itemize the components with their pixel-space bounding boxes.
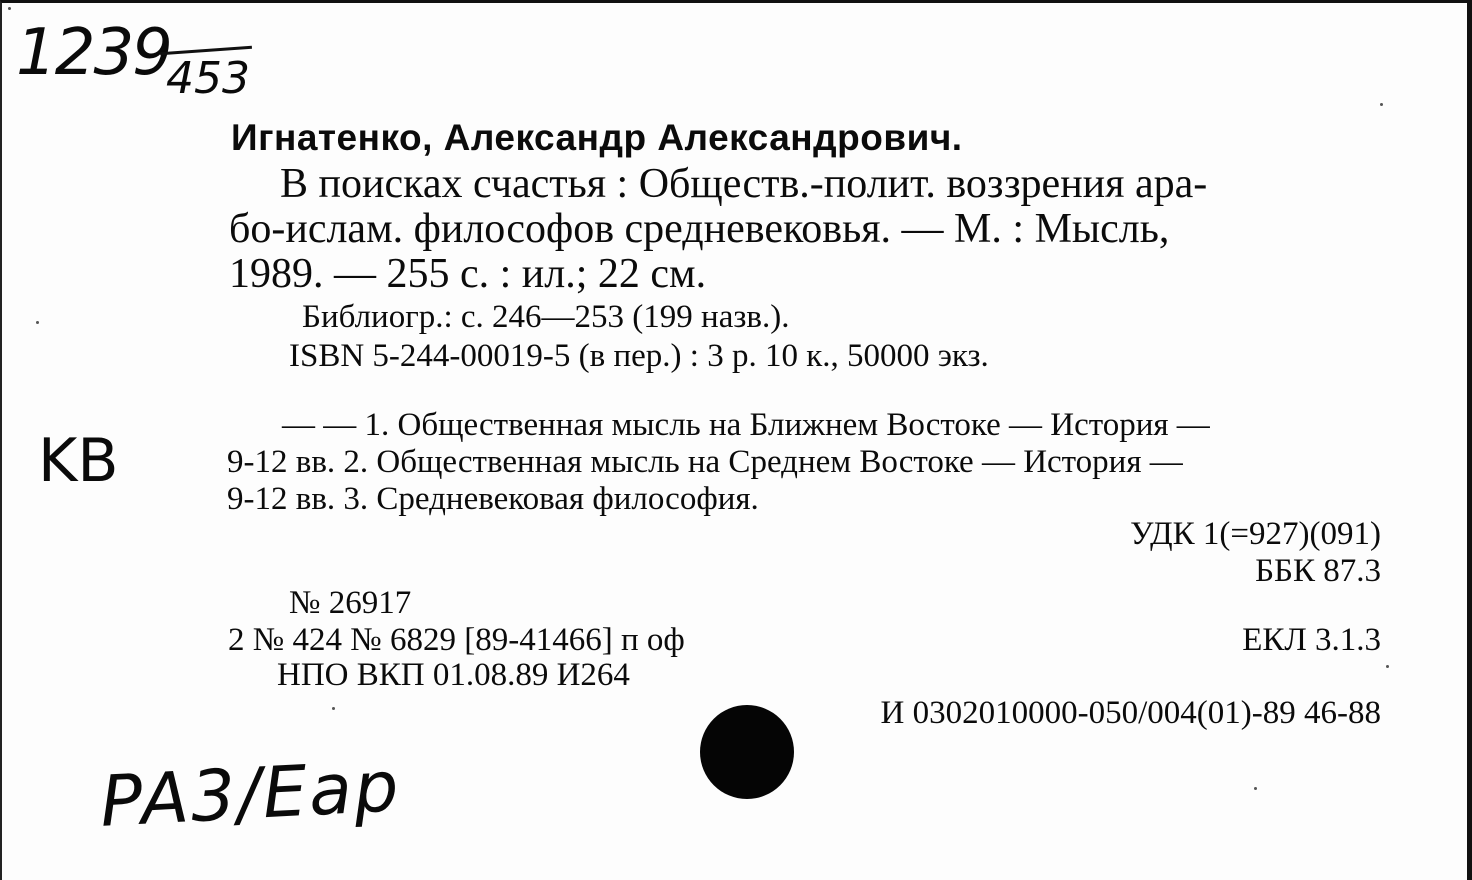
scan-speck (1380, 103, 1383, 106)
card-number: № 26917 (289, 585, 412, 621)
subject-line-3: 9-12 вв. 3. Средневековая философия. (227, 481, 759, 517)
bibliography-note: Библиогр.: с. 246—253 (199 назв.). (302, 299, 790, 335)
punch-hole (700, 705, 794, 799)
scan-speck (36, 321, 39, 324)
handwritten-catalog-number: 1239 (16, 16, 171, 90)
index-code: И 0302010000-050/004(01)-89 46-88 (880, 695, 1381, 731)
handwritten-shelf-mark: PA3/Eap (98, 745, 403, 843)
title-line-2: бо-ислам. философов средневековья. — М. : Мысль, (229, 206, 1170, 252)
order-line: 2 № 424 № 6829 [89-41466] п оф (228, 622, 685, 658)
author-heading: Игнатенко, Александр Александрович. (231, 117, 963, 158)
scan-speck (8, 7, 11, 10)
subject-line-2: 9-12 вв. 2. Общественная мысль на Среднем Востоке — История — (227, 444, 1183, 480)
subject-line-1: — — 1. Общественная мысль на Ближнем Востоке — История — (282, 407, 1210, 443)
isbn-line: ISBN 5-244-00019-5 (в пер.) : 3 р. 10 к., 50000 экз. (289, 338, 989, 374)
npo-line: НПО ВКП 01.08.89 И264 (277, 657, 630, 693)
bbk-code: ББК 87.3 (1255, 553, 1381, 589)
title-line-1: В поисках счастья : Обществ.-полит. воззрения ара- (280, 161, 1208, 207)
scan-speck (332, 707, 335, 710)
eklass-code: ЕКЛ 3.1.3 (1242, 622, 1381, 658)
title-line-3: 1989. — 255 с. : ил.; 22 см. (229, 251, 707, 297)
handwritten-catalog-fraction: 453 (166, 53, 250, 104)
scan-speck (1386, 665, 1389, 668)
handwritten-kv-mark: KB (38, 426, 119, 496)
udk-code: УДК 1(=927)(091) (1130, 516, 1381, 552)
scan-speck (1254, 787, 1257, 790)
